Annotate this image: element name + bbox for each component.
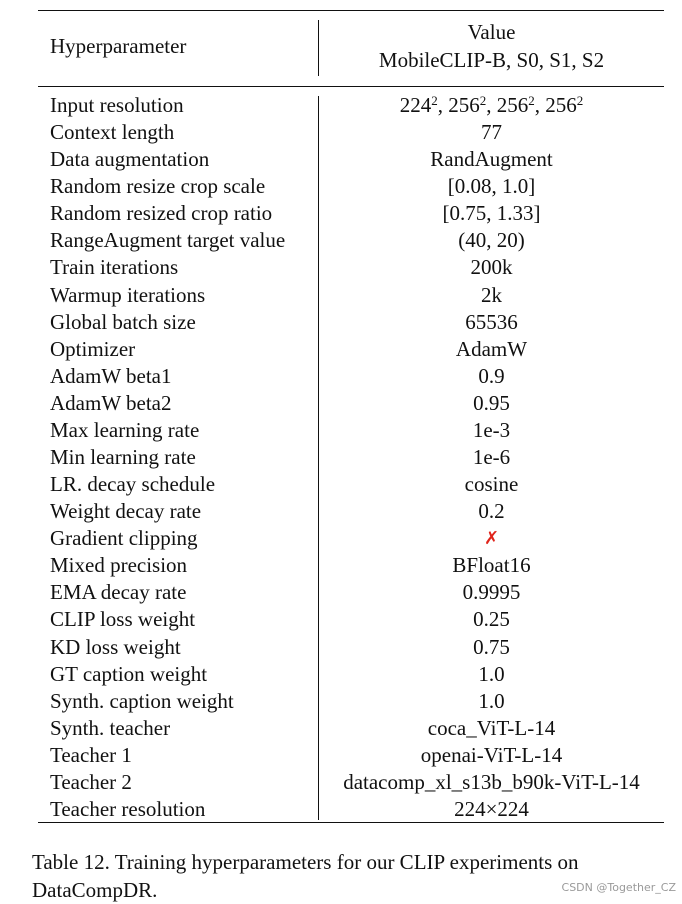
param-cell: Context length — [50, 120, 175, 145]
param-cell: Random resized crop ratio — [50, 201, 273, 226]
value-cell: 77 — [481, 120, 502, 145]
value-cell: 0.9 — [478, 363, 505, 388]
param-cell: CLIP loss weight — [50, 607, 196, 632]
table-row — [38, 282, 664, 309]
value-cell: RandAugment — [430, 147, 553, 172]
param-cell: Gradient clipping — [50, 526, 198, 551]
param-cell: Min learning rate — [50, 445, 196, 470]
table-row — [38, 417, 664, 444]
param-cell: Data augmentation — [50, 147, 210, 172]
param-cell: Train iterations — [50, 255, 179, 280]
param-cell: Max learning rate — [50, 417, 200, 442]
param-cell: Teacher resolution — [50, 797, 206, 822]
value-cell: 0.25 — [473, 607, 510, 632]
value-cell: (40, 20) — [458, 228, 525, 253]
param-cell: GT caption weight — [50, 661, 208, 686]
table-row — [38, 200, 664, 227]
table-caption: Table 12. Training hyperparameters for our CLIP experiments on DataCompDR. — [32, 850, 579, 902]
value-cell: BFloat16 — [452, 553, 531, 578]
table-row — [38, 146, 664, 173]
param-cell: LR. decay schedule — [50, 472, 216, 497]
param-cell: RangeAugment target value — [50, 228, 286, 253]
table-body — [38, 92, 664, 823]
value-cell: coca_ViT-L-14 — [427, 715, 556, 740]
value-cell: 0.9995 — [462, 580, 521, 605]
param-cell: Optimizer — [50, 336, 136, 361]
param-cell: Random resize crop scale — [50, 174, 266, 199]
value-cell: 0.75 — [473, 634, 510, 659]
table-row — [38, 336, 664, 363]
header-value: Value — [467, 20, 516, 44]
table-row — [38, 444, 664, 471]
value-cell: 1e-6 — [472, 445, 511, 470]
table-row — [38, 769, 664, 796]
table-row — [38, 634, 664, 661]
param-cell: Input resolution — [50, 93, 184, 117]
table-row — [38, 742, 664, 769]
param-cell: Mixed precision — [50, 553, 188, 578]
value-cell: 1e-3 — [472, 417, 511, 442]
table-row — [38, 579, 664, 606]
param-cell: EMA decay rate — [50, 580, 187, 605]
table-row — [38, 254, 664, 281]
value-cell: 0.95 — [473, 390, 510, 415]
table-row — [38, 688, 664, 715]
table-header-rule — [38, 86, 664, 87]
param-cell: Global batch size — [50, 309, 196, 334]
table-row — [38, 173, 664, 200]
cross-mark-icon: ✗ — [483, 528, 500, 550]
value-cell: 1.0 — [478, 661, 505, 686]
param-cell: AdamW beta1 — [50, 363, 172, 388]
table-row — [38, 119, 664, 146]
table-row — [38, 498, 664, 525]
param-cell: Warmup iterations — [50, 282, 206, 307]
value-cell: cosine — [464, 472, 519, 497]
table-bottom-rule — [38, 822, 664, 823]
table-row — [38, 796, 664, 823]
value-cell: 65536 — [465, 309, 518, 334]
table-row — [38, 525, 664, 552]
param-cell: Teacher 2 — [50, 769, 132, 794]
param-cell: Synth. teacher — [50, 715, 171, 740]
value-cell: $224^2$, $256^2$, $256^2$, $256^2$ — [399, 93, 584, 117]
table-row — [38, 227, 664, 254]
header-value-cell — [319, 18, 664, 74]
table-row — [38, 471, 664, 498]
param-cell: Weight decay rate — [50, 499, 202, 524]
table-row — [38, 715, 664, 742]
table-row — [38, 309, 664, 336]
value-cell: 200k — [470, 255, 513, 280]
param-cell: AdamW beta2 — [50, 390, 172, 415]
value-cell: 224×224 — [454, 797, 529, 822]
table-row — [38, 92, 664, 119]
value-cell: datacomp_xl_s13b_b90k-ViT-L-14 — [343, 769, 640, 794]
value-cell: 1.0 — [478, 688, 505, 713]
table-header — [38, 12, 664, 84]
value-cell: [0.08, 1.0] — [447, 174, 536, 199]
table-row — [38, 552, 664, 579]
value-cell: AdamW — [455, 336, 528, 361]
table-row — [38, 363, 664, 390]
value-cell: 2k — [481, 282, 502, 307]
header-value-models: MobileCLIP-B, S0, S1, S2 — [378, 48, 605, 72]
param-cell: Teacher 1 — [50, 742, 132, 767]
value-cell: openai-ViT-L-14 — [420, 742, 563, 767]
value-cell: 0.2 — [478, 499, 505, 524]
table-row — [38, 390, 664, 417]
value-cell: [0.75, 1.33] — [442, 201, 541, 226]
table-row — [38, 661, 664, 688]
watermark: CSDN @Together_CZ — [561, 881, 676, 894]
table-top-rule — [38, 10, 664, 11]
param-cell: KD loss weight — [50, 634, 181, 659]
table-row — [38, 606, 664, 633]
header-hyperparameter: Hyperparameter — [50, 34, 187, 58]
param-cell: Synth. caption weight — [50, 688, 234, 713]
